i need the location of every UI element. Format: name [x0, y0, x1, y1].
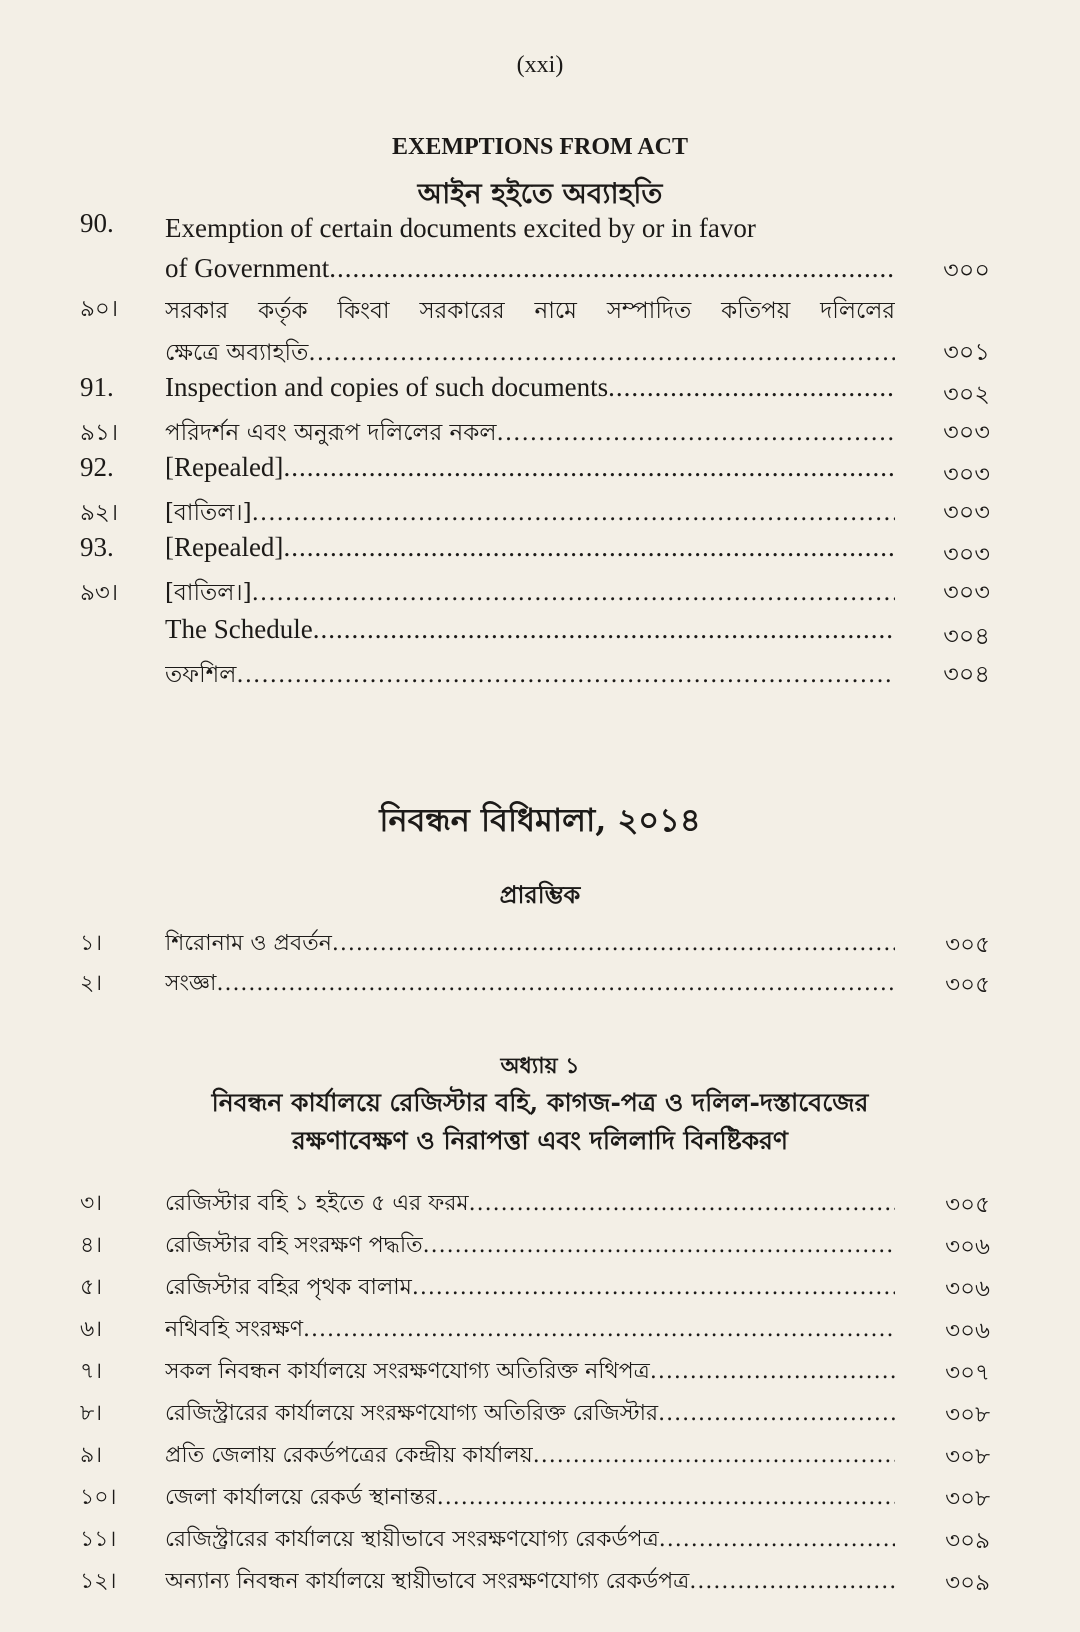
entry-number: 93. — [80, 532, 114, 562]
entry-number: ৯। — [80, 1443, 103, 1468]
dot-leader — [659, 1527, 895, 1552]
entry-number: ৯৩। — [80, 580, 119, 606]
entry-title-line1: সরকার কর্তৃক কিংবা সরকারের নামে সম্পাদিত কতিপয় দলিলের — [165, 298, 895, 324]
page-number: (xxi) — [516, 52, 564, 78]
entry-page: ৩০৯ — [945, 1570, 990, 1596]
entry-title: রেজিস্টার বহির পৃথক বালাম — [165, 1275, 412, 1300]
entry-number: ৯২। — [80, 500, 119, 526]
entry-page: ৩০৪ — [943, 660, 990, 688]
entry-page: ৩০১ — [943, 338, 990, 366]
entry-number: ১। — [80, 931, 103, 956]
entry-title-line2: ক্ষেত্রে অব্যাহতি — [165, 340, 309, 366]
entry-number: ৮। — [80, 1401, 103, 1426]
entry-page: ৩০৩ — [943, 498, 990, 526]
entry-title: রেজিস্ট্রারের কার্যালয়ে সংরক্ষণযোগ্য অতিরিক্ত রেজিস্টার — [165, 1401, 659, 1426]
entry-title: সংজ্ঞা — [165, 971, 217, 996]
entry-title: [Repealed] — [165, 532, 284, 562]
dot-leader — [533, 1443, 895, 1468]
entry-page: ৩০৮ — [945, 1402, 990, 1428]
chapter-title — [0, 1084, 1080, 1160]
dot-leader — [303, 1317, 895, 1342]
dot-leader — [412, 1275, 895, 1300]
dot-leader — [608, 372, 895, 403]
entry-number: 92. — [80, 452, 114, 482]
dot-leader — [689, 1569, 895, 1594]
entry-number: ৪। — [80, 1233, 103, 1258]
entry-page: ৩০৮ — [945, 1486, 990, 1512]
entry-title: নথিবহি সংরক্ষণ — [165, 1317, 303, 1342]
entry-page: ৩০৮ — [945, 1444, 990, 1470]
entry-title: [Repealed] — [165, 452, 284, 482]
dot-leader — [469, 1191, 895, 1216]
entry-title: তফশিল — [165, 662, 237, 688]
entry-title-line2: of Government — [165, 253, 330, 283]
entry-title: [বাতিল।] — [165, 580, 252, 606]
dot-leader — [283, 452, 895, 483]
dot-leader — [437, 1485, 895, 1510]
toc-entry — [80, 290, 990, 370]
entry-page: ৩০৯ — [945, 1528, 990, 1554]
entry-page: ৩০২ — [943, 382, 990, 408]
entry-title: [বাতিল।] — [165, 500, 252, 526]
entry-number: 90. — [80, 208, 114, 238]
dot-leader — [658, 1401, 895, 1426]
dot-leader — [308, 332, 895, 374]
rules-heading: নিবন্ধন বিধিমালা, ২০১৪ — [379, 801, 701, 839]
entry-number: ৬। — [80, 1317, 103, 1342]
entry-title: Inspection and copies of such documents — [165, 372, 609, 402]
entry-page: ৩০৬ — [945, 1234, 990, 1260]
dot-leader — [283, 532, 895, 563]
entry-title-line1: Exemption of certain documents excited by or in favor — [165, 213, 756, 243]
entry-page: ৩০৩ — [943, 462, 990, 488]
chapter-label: অধ্যায় ১ — [500, 1053, 580, 1079]
entry-page: ৩০৫ — [945, 972, 990, 998]
entry-title: সকল নিবন্ধন কার্যালয়ে সংরক্ষণযোগ্য অতিরিক্ত নথিপত্র — [165, 1359, 650, 1384]
entry-title: প্রতি জেলায় রেকর্ডপত্রের কেন্দ্রীয় কার্যালয় — [165, 1443, 533, 1468]
entry-page: ৩০০ — [943, 258, 990, 284]
entry-page: ৩০৫ — [945, 932, 990, 958]
entry-number: ১১। — [80, 1527, 117, 1552]
toc-entry — [80, 208, 990, 288]
entry-number: ৫। — [80, 1275, 103, 1300]
entry-title: রেজিস্ট্রারের কার্যালয়ে স্থায়ীভাবে সংরক্ষণযোগ্য রেকর্ডপত্র — [165, 1527, 659, 1552]
entry-number: 91. — [80, 372, 114, 402]
dot-leader — [497, 420, 895, 446]
entry-title: জেলা কার্যালয়ে রেকর্ড স্থানান্তর — [165, 1485, 437, 1510]
entry-title: অন্যান্য নিবন্ধন কার্যালয়ে স্থায়ীভাবে সংরক্ষণযোগ্য রেকর্ডপত্র — [165, 1569, 690, 1594]
preliminary-heading: প্রারম্ভিক — [499, 880, 581, 909]
dot-leader — [216, 971, 895, 996]
entry-title: The Schedule — [165, 614, 313, 644]
chapter-title-line1: নিবন্ধন কার্যালয়ে রেজিস্টার বহি, কাগজ-পত্র ও দলিল-দস্তাবেজের — [211, 1088, 869, 1117]
entry-page: ৩০৩ — [943, 542, 990, 568]
dot-leader — [236, 662, 895, 688]
entry-page: ৩০৩ — [943, 578, 990, 606]
entry-page: ৩০৬ — [945, 1318, 990, 1344]
dot-leader — [423, 1233, 895, 1258]
entry-page: ৩০৭ — [945, 1360, 990, 1386]
entry-number: ৭। — [80, 1359, 103, 1384]
section-heading-english: EXEMPTIONS FROM ACT — [391, 134, 688, 160]
chapter-title-line2: রক্ষণাবেক্ষণ ও নিরাপত্তা এবং দলিলাদি বিনষ্টিকরণ — [291, 1126, 789, 1155]
entry-page: ৩০৫ — [945, 1192, 990, 1218]
entry-title: রেজিস্টার বহি ১ হইতে ৫ এর ফরম — [165, 1191, 469, 1216]
entry-number: ১০। — [80, 1485, 117, 1510]
dot-leader — [252, 580, 895, 606]
dot-leader — [650, 1359, 895, 1384]
entry-number: ৯০। — [80, 296, 119, 322]
entry-number: ৩। — [80, 1191, 103, 1216]
dot-leader — [252, 500, 895, 526]
dot-leader — [332, 931, 895, 956]
entry-number: ৯১। — [80, 420, 119, 446]
dot-leader — [329, 248, 895, 288]
entry-page: ৩০৪ — [943, 624, 990, 650]
entry-page: ৩০৬ — [945, 1276, 990, 1302]
entry-title: রেজিস্টার বহি সংরক্ষণ পদ্ধতি — [165, 1233, 423, 1258]
entry-number: ১২। — [80, 1569, 117, 1594]
entry-title: শিরোনাম ও প্রবর্তন — [165, 931, 332, 956]
section-heading-bengali: আইন হইতে অব্যাহতি — [417, 177, 663, 210]
entry-number: ২। — [80, 971, 103, 996]
entry-title: পরিদর্শন এবং অনুরূপ দলিলের নকল — [165, 420, 497, 446]
entry-page: ৩০৩ — [943, 418, 990, 446]
dot-leader — [313, 614, 895, 645]
